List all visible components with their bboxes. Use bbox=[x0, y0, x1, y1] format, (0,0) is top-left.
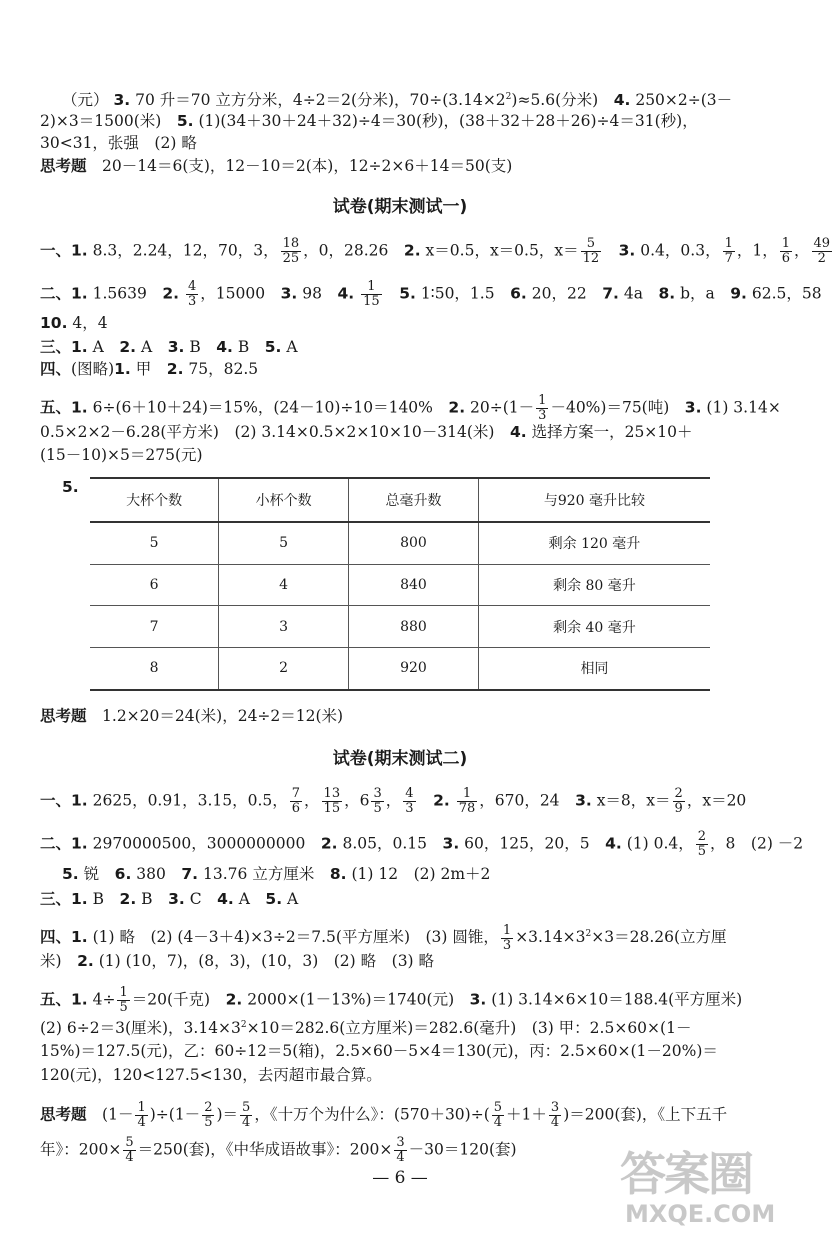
answer-line: 四、1. (1) 略 (2) (4－3＋4)×3÷2＝7.5(平方厘米) (3) 圆锥， $\frac{1}{3}$ $\times 3.14\times 3^2\times 3=28.26$(立方厘 bbox=[40, 922, 727, 953]
table-header: 总毫升数 bbox=[349, 478, 479, 522]
answer-line: 五、1. 6÷(6＋10＋24)＝15%，(24－10)÷10＝140% 2. 20÷(1－ $\frac{1}{3}$ －40%)＝75(吨) 3. (1) 3.14× bbox=[40, 393, 781, 423]
table-row bbox=[90, 564, 710, 606]
answer-line: 米) 2. (1) (10，7)，(8，3)，(10，3) (2) 略 (3) 略 bbox=[40, 952, 435, 970]
page-number: — 6 — bbox=[372, 1168, 428, 1188]
cup-table bbox=[90, 477, 710, 691]
table-header: 大杯个数 bbox=[90, 478, 219, 522]
answer-line: 四、(图略)1. 甲 2. 75，82.5 bbox=[40, 360, 259, 378]
table-cell: 7 bbox=[90, 606, 219, 648]
answer-line: (15－10)×5＝275(元) bbox=[40, 446, 203, 464]
table-row bbox=[90, 647, 710, 690]
table-row bbox=[90, 606, 710, 648]
table-cell: 5 bbox=[90, 522, 219, 565]
answer-line: (2) 6÷2＝3(厘米)，$3.14\times 3^2\times 10=282.6$(立方厘米)＝282.6(毫升) (3) 甲：2.5×60×(1－ bbox=[40, 1019, 692, 1038]
think-question: 思考题 20－14＝6(支)，12－10＝2(本)，12÷2×6＋14＝50(支) bbox=[40, 157, 513, 175]
watermark-url: MXQE.COM bbox=[625, 1200, 776, 1228]
answer-line: 一、1. 8.3，2.24，12，70，3， $\frac{18}{25}$ ，0，28.26 2. x＝0.5，x＝0.5，x＝ $\frac{5}{12}$ 3. 0.4，0.3， $\frac{1}{7}$ ，1， $\frac{1}{6}$ ， $\frac{49}{2}$ bbox=[40, 236, 831, 266]
section-title: 试卷(期末测试二) bbox=[332, 749, 468, 769]
table-header-row bbox=[90, 478, 710, 522]
answer-line: 二、1. 1.5639 2. $\frac{4}{3}$ ，15000 3. 98 4. $\frac{1}{15}$ 5. 1∶50，1.5 6. 20，22 7. 4a 8. b，a 9. 62.5，58 bbox=[40, 279, 822, 309]
answer-line: 120(元)，120<127.5<130，去丙超市最合算。 bbox=[40, 1066, 382, 1084]
think-question: 思考题 1.2×20＝24(米)，24÷2＝12(米) bbox=[40, 707, 344, 725]
answer-line: 三、1. B 2. B 3. C 4. A 5. A bbox=[40, 890, 299, 908]
watermark-logo: 答案圈 bbox=[620, 1147, 752, 1201]
table-cell: 920 bbox=[349, 647, 479, 690]
table-cell: 840 bbox=[349, 564, 479, 606]
answer-line: 10. 4，4 bbox=[40, 314, 108, 332]
answer-line: 5. 锐 6. 380 7. 13.76 立方厘米 8. (1) 12 (2) 2m＋2 bbox=[62, 865, 491, 883]
table-cell: 4 bbox=[219, 564, 349, 606]
answer-line: 三、1. A 2. A 3. B 4. B 5. A bbox=[40, 338, 298, 356]
answer-line: 五、1. 4÷ $\frac{1}{5}$ ＝20(千克) 2. 2000×(1－13%)＝1740(元) 3. (1) 3.14×6×10＝188.4(平方厘米) bbox=[40, 985, 743, 1015]
table-row bbox=[90, 522, 710, 565]
section-title: 试卷(期末测试一) bbox=[332, 197, 468, 217]
table-header: 小杯个数 bbox=[219, 478, 349, 522]
answer-line: 0.5×2×2－6.28(平方米) (2) 3.14×0.5×2×10×10－314(米) 4. 选择方案一，25×10＋ bbox=[40, 423, 693, 441]
text-line: 30<31，张强 (2) 略 bbox=[40, 134, 197, 152]
think-question: 年》：200× $\frac{5}{4}$ ＝250(套)，《中华成语故事》：200× $\frac{3}{4}$ －30＝120(套) bbox=[40, 1135, 517, 1165]
table-cell: 2 bbox=[219, 647, 349, 690]
table-cell: 3 bbox=[219, 606, 349, 648]
table-cell: 800 bbox=[349, 522, 479, 565]
think-question: 思考题 (1－ $\frac{1}{4}$ )÷(1－ $\frac{2}{5}$ )＝ $\frac{5}{4}$ ，《十万个为什么》：(570＋30)÷( $\frac{5}{4}$ ＋1＋ $\frac{3}{4}$ )＝200(套)，《上下五千 bbox=[40, 1100, 728, 1130]
table-header: 与920 毫升比较 bbox=[478, 478, 710, 522]
table-cell: 5 bbox=[219, 522, 349, 565]
table-cell: 相同 bbox=[478, 647, 710, 690]
table-cell: 剩余 80 毫升 bbox=[478, 564, 710, 606]
answer-line: 二、1. 2970000500，3000000000 2. 8.05，0.15 3. 60，125，20，5 4. (1) 0.4， $\frac{2}{5}$ ，8 (2) －2 bbox=[40, 829, 804, 859]
table-cell: 剩余 120 毫升 bbox=[478, 522, 710, 565]
table-cell: 8 bbox=[90, 647, 219, 690]
table-cell: 6 bbox=[90, 564, 219, 606]
text-line: （元） 3. 70 升＝70 立方分米，4÷2＝2(分米)，$70\div(3.14\times 2^2)\approx 5.6$(分米) 4. 250×2÷(3－ bbox=[62, 91, 733, 110]
question-number: 5. bbox=[62, 478, 79, 496]
text-line: 2)×3＝1500(米) 5. (1)(34＋30＋24＋32)÷4＝30(秒)，(38＋32＋28＋26)÷4＝31(秒)， bbox=[40, 112, 698, 130]
answer-line: 一、1. 2625，0.91，3.15，0.5， $\frac{7}{6}$ ， $\frac{13}{15}$ ，6 $\frac{3}{5}$ ， $\frac{4}{3}$ 2. $\frac{1}{78}$ ，670，24 3. x＝8，x＝ $\frac{2}{9}$ ，x＝20 bbox=[40, 786, 747, 816]
table-cell: 880 bbox=[349, 606, 479, 648]
table-cell: 剩余 40 毫升 bbox=[478, 606, 710, 648]
answer-line: 15%)＝127.5(元)，乙：60÷12＝5(箱)，2.5×60－5×4＝130(元)，丙：2.5×60×(1－20%)＝ bbox=[40, 1042, 718, 1060]
